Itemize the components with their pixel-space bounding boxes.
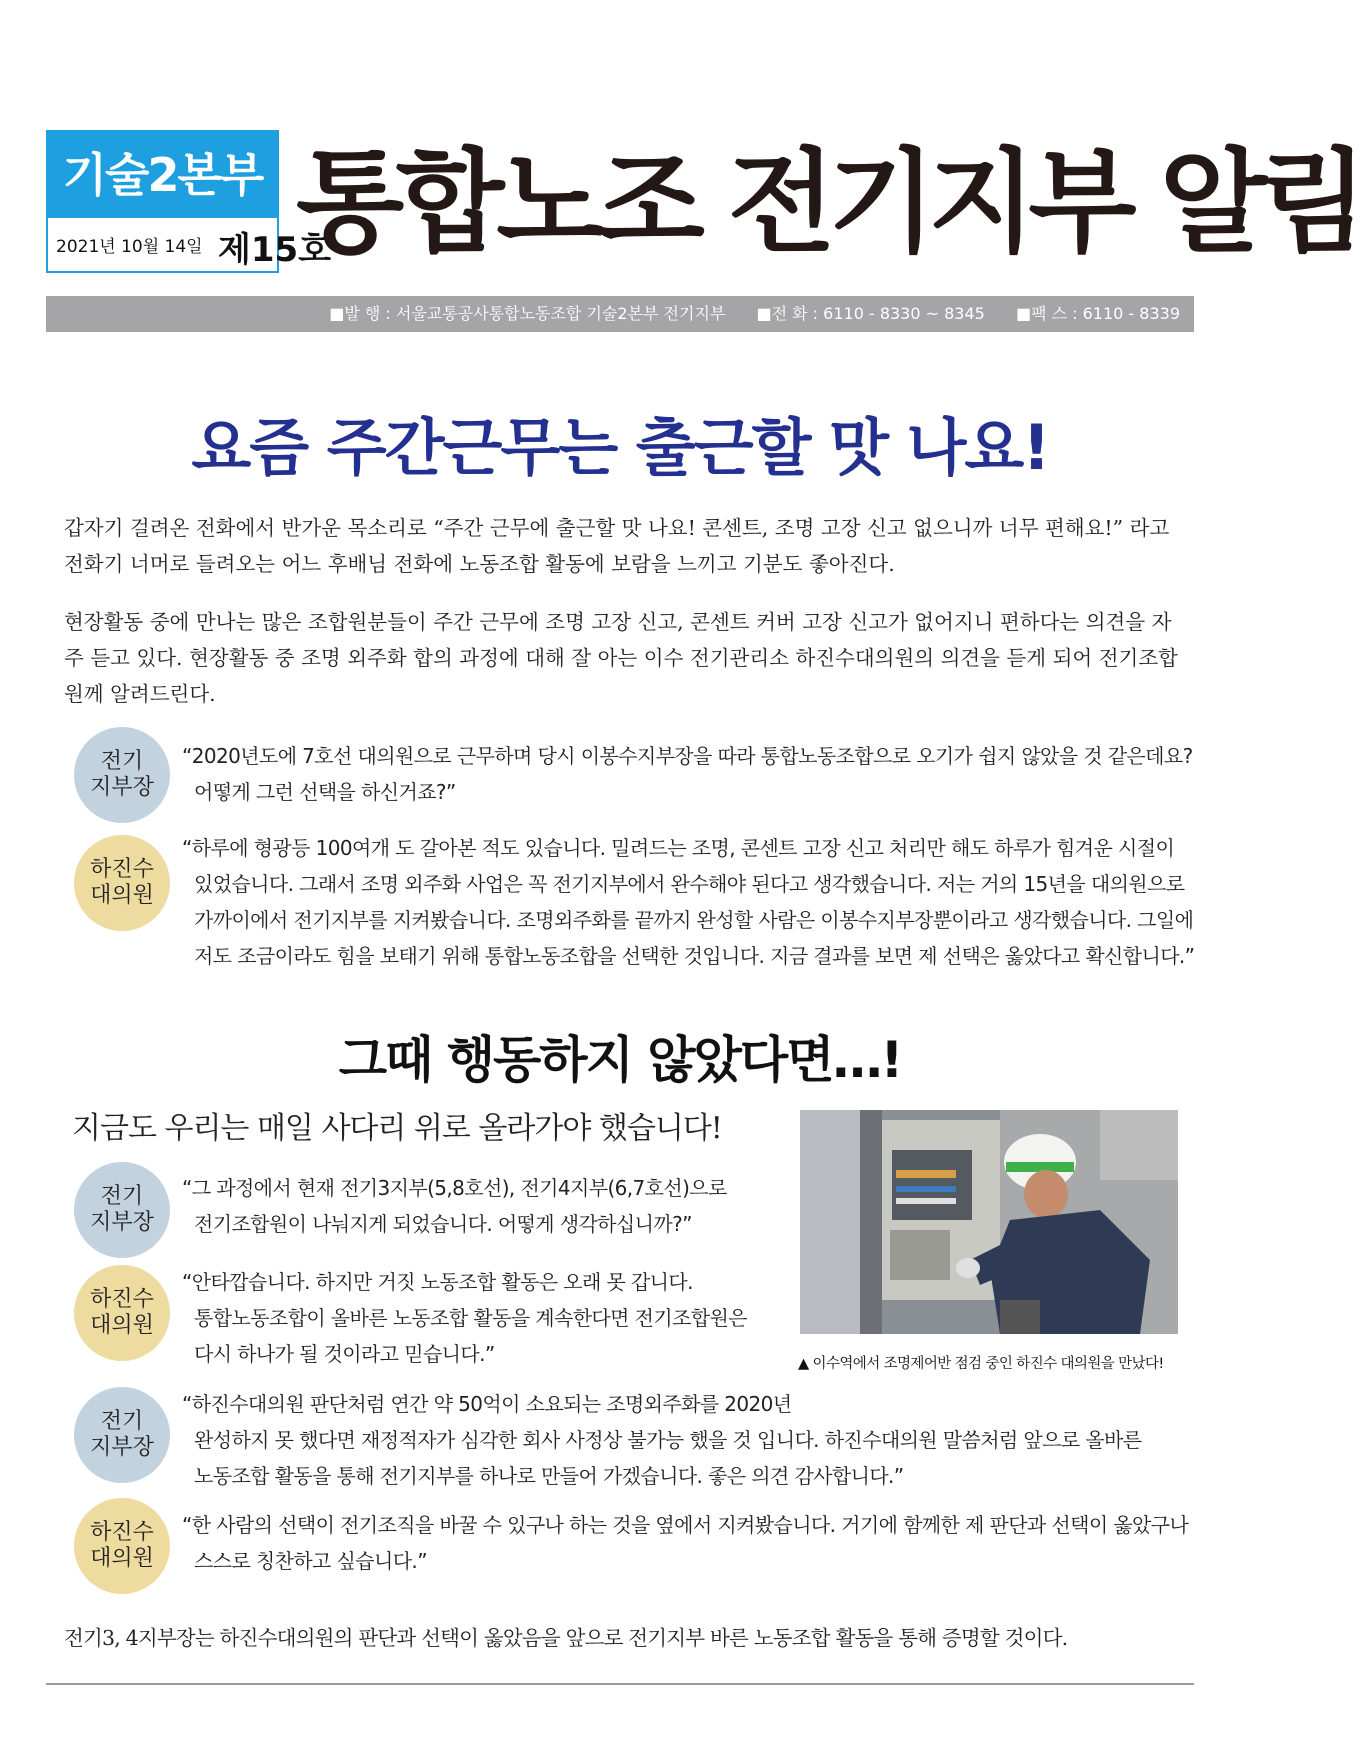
speaker-bubble-branch-chief: [74, 1162, 170, 1258]
quote-line: 다시 하나가 될 것이라고 믿습니다.”: [194, 1342, 495, 1366]
quote-line: “2020년도에 7호선 대의원으로 근무하며 당시 이봉수지부장을 따라 통합노동조합으로 오기가 쉽지 않았을 것 같은데요?: [182, 744, 1193, 768]
speaker-label: 하진수 대의원: [90, 1520, 154, 1571]
sub-headline: 그때 행동하지 않았다면…!: [338, 1031, 902, 1089]
phone-info: ■전 화 : 6110 - 8330 ~ 8345: [756, 304, 985, 323]
quote-delegate-2: [182, 1264, 747, 1372]
intro-paragraph-1: 갑자기 걸려온 전화에서 반가운 목소리로 “주간 근무에 출근할 맛 나요! 콘센트, 조명 고장 신고 없으니까 너무 편해요!” 라고 전화기 너머로 들려오는 어느 후배님 전화에 노동조합 활동에 보람을 느끼고 기분도 좋아진다.: [64, 516, 1170, 576]
intro-paragraph-2: 현장활동 중에 만나는 많은 조합원분들이 주간 근무에 조명 고장 신고, 콘센트 커버 고장 신고가 없어지니 편하다는 의견을 자주 듣고 있다. 현장활동 중 조명 외주화 합의 과정에 대해 잘 아는 이수 전기관리소 하진수대의원의 의견을 듣게 되어 전기조합원께 알려드린다.: [64, 610, 1178, 706]
quote-line: 가까이에서 전기지부를 지켜봤습니다. 조명외주화를 끝까지 완성할 사람은 이봉수지부장뿐이라고 생각했습니다. 그일에: [194, 908, 1194, 932]
quote-line: “한 사람의 선택이 전기조직을 바꿀 수 있구나 하는 것을 옆에서 지켜봤습니다. 거기에 함께한 제 판단과 선택이 옳았구나: [182, 1513, 1189, 1537]
quote-line: “하루에 형광등 100여개 도 갈아본 적도 있습니다. 밀려드는 조명, 콘센트 고장 신고 처리만 해도 하루가 힘겨운 시절이: [182, 836, 1175, 860]
section-question: 지금도 우리는 매일 사다리 위로 올라가야 했습니다!: [72, 1111, 722, 1146]
headline: 요즘 주간근무는 출근할 맛 나요!: [191, 411, 1049, 484]
speaker-label: 하진수 대의원: [90, 1287, 154, 1338]
speaker-label: 전기 지부장: [90, 749, 154, 800]
quote-delegate-3: [182, 1507, 1188, 1579]
publisher-bar: [46, 296, 1194, 332]
photo-illustration: [800, 1110, 1178, 1334]
quote-line: 있었습니다. 그래서 조명 외주화 사업은 꼭 전기지부에서 완수해야 된다고 생각했습니다. 저는 거의 15년을 대의원으로: [194, 872, 1185, 896]
speaker-bubble-branch-chief: [74, 1387, 170, 1483]
quote-branch-chief-1: [182, 738, 1193, 810]
quote-line: 통합노동조합이 올바른 노동조합 활동을 계속한다면 전기조합원은: [194, 1306, 747, 1330]
quote-line: “그 과정에서 현재 전기3지부(5,8호선), 전기4지부(6,7호선)으로: [182, 1176, 727, 1200]
quote-line: 저도 조금이라도 힘을 보태기 위해 통합노동조합을 선택한 것입니다. 지금 결과를 보면 제 선택은 옳았다고 확신합니다.”: [194, 944, 1195, 968]
speaker-bubble-delegate: [74, 1265, 170, 1361]
quote-line: “하진수대의원 판단처럼 연간 약 50억이 소요되는 조명외주화를 2020년: [182, 1392, 792, 1416]
footer-divider: [46, 1683, 1194, 1685]
quote-delegate-1: [182, 830, 1194, 974]
quote-line: 전기조합원이 나눠지게 되었습니다. 어떻게 생각하십니까?”: [194, 1212, 692, 1236]
newsletter-title: 통합노조 전기지부 알림: [296, 138, 1360, 268]
speaker-bubble-delegate: [74, 1498, 170, 1594]
closing-statement: 전기3, 4지부장는 하진수대의원의 판단과 선택이 옳았음을 앞으로 전기지부 바른 노동조합 활동을 통해 증명할 것이다.: [64, 1626, 1068, 1650]
quote-branch-chief-3: [182, 1386, 1141, 1494]
quote-branch-chief-2: [182, 1170, 727, 1242]
speaker-bubble-delegate: [74, 835, 170, 931]
issue-number: 제15호: [218, 230, 332, 270]
speaker-label: 전기 지부장: [90, 1184, 154, 1235]
photo-caption: ▲ 이수역에서 조명제어반 점검 중인 하진수 대의원을 만났다!: [798, 1356, 1164, 1372]
issue-date: 2021년 10월 14일: [56, 237, 203, 257]
quote-line: 스스로 칭찬하고 싶습니다.”: [194, 1549, 427, 1573]
department-label: 기술2본부: [48, 132, 277, 218]
fax-info: ■팩 스 : 6110 - 8339: [1015, 304, 1180, 323]
speaker-label: 전기 지부장: [90, 1409, 154, 1460]
speaker-label: 하진수 대의원: [90, 857, 154, 908]
quote-line: 노동조합 활동을 통해 전기지부를 하나로 만들어 가겠습니다. 좋은 의견 감사합니다.”: [194, 1464, 904, 1488]
quote-line: 어떻게 그런 선택을 하신거죠?”: [194, 780, 456, 804]
publisher-info: ■발 행 : 서울교통공사통합노동조합 기술2본부 전기지부: [329, 304, 726, 323]
issue-badge: [46, 130, 332, 273]
quote-line: 완성하지 못 했다면 재정적자가 심각한 회사 사정상 불가능 했을 것 입니다. 하진수대의원 말씀처럼 앞으로 올바른: [194, 1428, 1142, 1452]
quote-line: “안타깝습니다. 하지만 거짓 노동조합 활동은 오래 못 갑니다.: [182, 1270, 693, 1294]
speaker-bubble-branch-chief: [74, 727, 170, 823]
inspection-photo: [800, 1110, 1178, 1334]
